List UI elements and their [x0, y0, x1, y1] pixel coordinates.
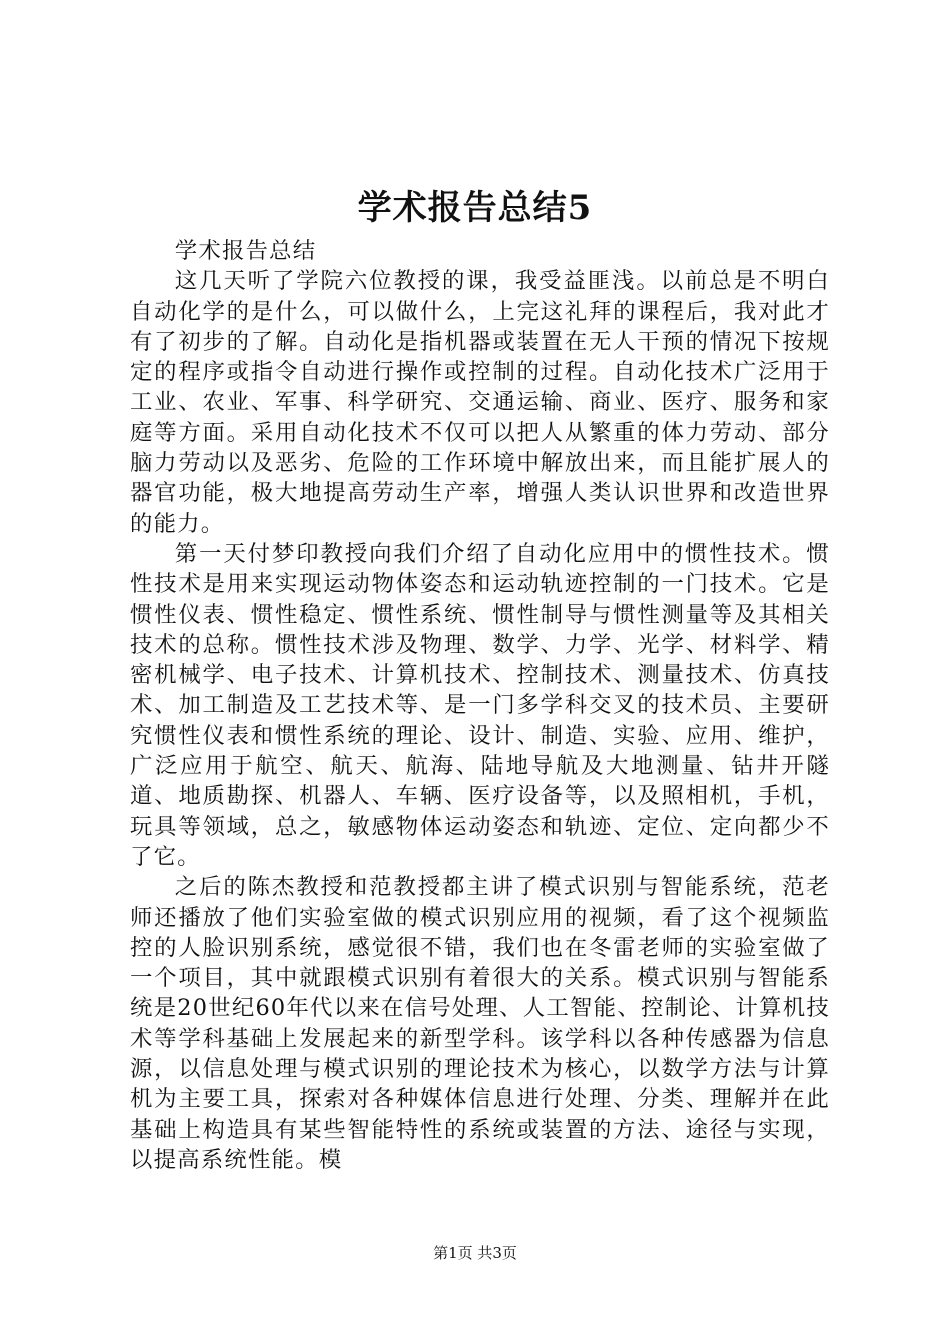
paragraph: 这几天听了学院六位教授的课，我受益匪浅。以前总是不明白自动化学的是什么，可以做什么，上完这礼拜的课程后，我对此才有了初步的了解。自动化是指机器或装置在无人干预的情况下按规定的程序或指令自动进行操作或控制的过程。自动化技术广泛用于工业、农业、军事、科学研究、交通运输、商业、医疗、服务和家庭等方面。采用自动化技术不仅可以把人从繁重的体力劳动、部分脑力劳动以及恶劣、危险的工作环境中解放出来，而且能扩展人的器官功能，极大地提高劳动生产率，增强人类认识世界和改造世界的能力。: [130, 268, 830, 537]
paragraph: 第一天付梦印教授向我们介绍了自动化应用中的惯性技术。惯性技术是用来实现运动物体姿态和运动轨迹控制的一门技术。它是惯性仪表、惯性稳定、惯性系统、惯性制导与惯性测量等及其相关技术的总称。惯性技术涉及物理、数学、力学、光学、材料学、精密机械学、电子技术、计算机技术、控制技术、测量技术、仿真技术、加工制造及工艺技术等、是一门多学科交叉的技术员、主要研究惯性仪表和惯性系统的理论、设计、制造、实验、应用、维护，广泛应用于航空、航天、航海、陆地导航及大地测量、钻井开隧道、地质勘探、机器人、车辆、医疗设备等，以及照相机，手机，玩具等领域，总之，敏感物体运动姿态和轨迹、定位、定向都少不了它。: [130, 540, 830, 870]
page-title: 学术报告总结5: [357, 188, 593, 228]
paragraph: 之后的陈杰教授和范教授都主讲了模式识别与智能系统，范老师还播放了他们实验室做的模式识别应用的视频，看了这个视频监控的人脸识别系统，感觉很不错，我们也在冬雷老师的实验室做了一个项目，其中就跟模式识别有着很大的关系。模式识别与智能系统是20世纪60年代以来在信号处理、人工智能、控制论、计算机技术等学科基础上发展起来的新型学科。该学科以各种传感器为信息源，以信息处理与模式识别的理论技术为核心，以数学方法与计算机为主要工具，探索对各种媒体信息进行处理、分类、理解并在此基础上构造具有某些智能特性的系统或装置的方法、途径与实现，以提高系统性能。模: [130, 874, 830, 1173]
paragraph: 学术报告总结: [174, 238, 317, 264]
page-number-footer: 第1页 共3页: [433, 1244, 517, 1262]
document-body: [130, 236, 830, 1175]
